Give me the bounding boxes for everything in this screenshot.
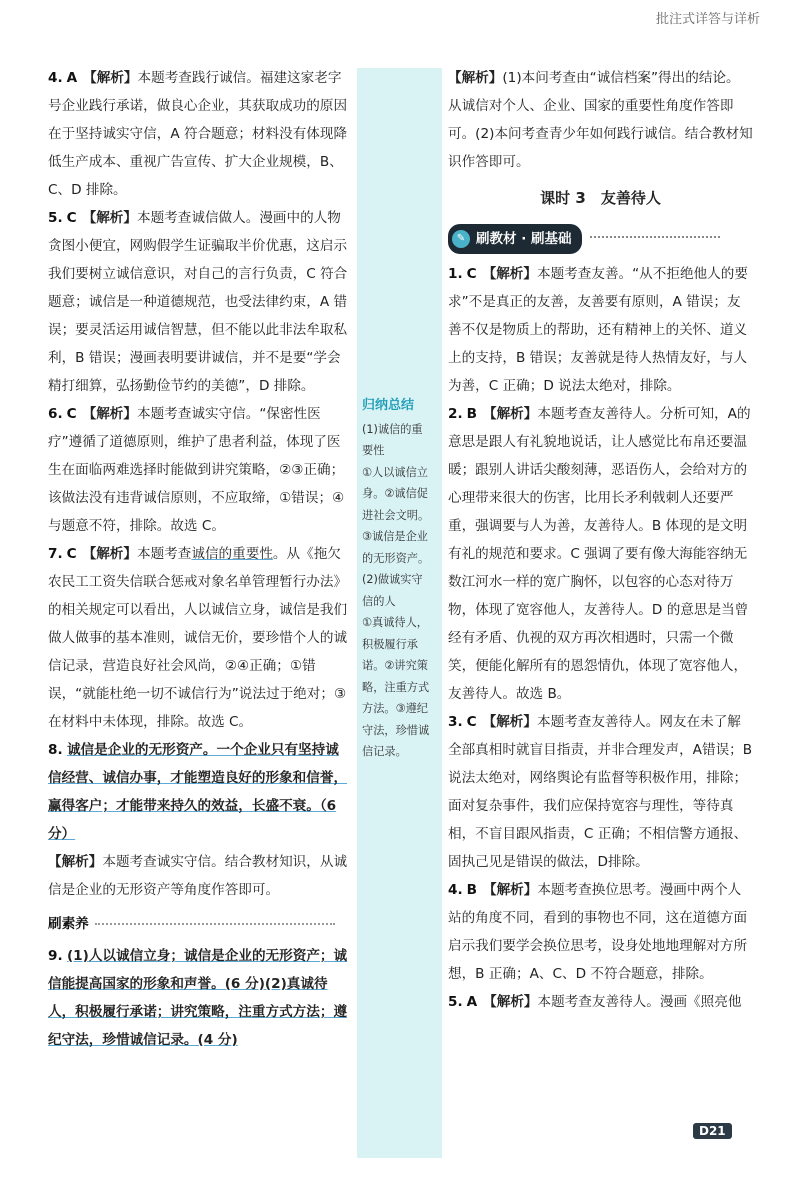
analysis-label: 【解析】 [483,882,538,898]
page-number: D21 [693,1123,732,1139]
explanation-text: 本题考查诚信做人。漫画中的人物贪图小便宜，网购假学生证骗取半价优惠，这启示我们要树立诚信意识，对自己的言行负责，C 符合题意；诚信是一种道德规范，也受法律约束，A 错误；要灵活运用诚信智慧，但不能以此非法牟取私利，B 错误；漫画表明要讲诚信，并不是要“学会精打细算，弘扬勤俭节约的美德”，D 排除。 [48,210,348,394]
analysis-label: 【解析】 [483,994,538,1010]
summary-title: 归纳总结 [362,398,415,413]
answer-choice: A [66,70,78,86]
question-number: 5. [48,210,63,226]
left-column [48,64,348,1054]
analysis-label: 【解析】 [482,714,537,730]
book-icon: ✎ [452,230,470,248]
explanation-text: 本题考查诚实守信。结合教材知识，从诚信是企业的无形资产等角度作答即可。 [48,854,348,898]
explanation-text: 本题考查友善待人。漫画《照亮他 [537,994,742,1010]
answer-r1 [448,260,753,400]
right-column [448,64,753,1016]
explanation-text: 本题考查友善。“从不拒绝他人的要求”不是真正的友善，友善要有原则，A 错误；友善不仅是物质上的帮助，还有精神上的关怀、道义上的支持，B 错误；友善就是待人热情友好，与人为善，C 正确；D 说法太绝对，排除。 [448,266,748,394]
summary-line: 守法，珍惜诚 [362,723,430,737]
summary-line: 略，注重方式 [362,680,430,694]
answer-choice: C [66,210,77,226]
answer-choice: B [466,406,477,422]
explanation-text: 本题考查诚实守信。“保密性医疗”遵循了道德原则，维护了患者利益，体现了医生在面临两难选择时能做到讲究策略，②③正确；该做法没有违背诚信原则，不应取缔，①错误；④与题意不符，排除。故选 C。 [48,406,345,534]
answer-choice: C [466,714,477,730]
badge-label: 刷教材 · 刷基础 [476,231,572,247]
answer-5 [48,204,348,400]
analysis-label: 【解析】 [82,210,137,226]
answer-r5 [448,988,753,1016]
page-header-title: 批注式详答与详析 [655,12,760,27]
summary-note [362,395,440,763]
summary-line: 方法。③遵纪 [362,702,428,715]
question-number: 4. [48,70,63,86]
underlined-keyword: 诚信的重要性 [191,546,273,562]
analysis-label: 【解析】 [482,266,537,282]
summary-line: 的无形资产。 [362,551,430,565]
analysis-label: 【解析】 [82,546,137,562]
answer-choice: A [466,994,478,1010]
answer-4 [48,64,348,204]
lesson-title: 课时 3 友善待人 [540,189,661,207]
section-badge [448,224,582,254]
question-number: 2. [448,406,463,422]
explanation-text: 本题考查践行诚信。福建这家老字号企业践行承诺，做良心企业，其获取成功的原因在于坚持诚实守信，A 符合题意；材料没有体现降低生产成本、重视广告宣传、扩大企业规模，B、C、D 排除。 [48,70,348,198]
answer-r2 [448,400,753,708]
question-number: 6. [48,406,63,422]
summary-line: 诺。②讲究策 [362,659,428,672]
explanation-text: 。从《拖欠 [272,546,341,562]
answer-text: (1)人以诚信立身；诚信是企业的无形资产；诚信能提高国家的形象和声誉。(6 分)(2)真诚待人，积极履行承诺；讲究策略，注重方式方法；遵纪守法，珍惜诚信记录。(4 分) [48,948,348,1048]
answer-9-analysis [448,64,753,176]
analysis-label: 【解析】 [483,406,538,422]
section-label: 刷素养 [48,916,89,932]
explanation-text: 本题考查 [136,546,192,562]
question-number: 1. [448,266,463,282]
question-number: 8. [48,742,63,758]
summary-line: (1)诚信的重 [362,422,423,436]
summary-line: 信的人 [362,594,396,608]
summary-lines [362,419,440,763]
answer-r3 [448,708,753,876]
summary-line: 进社会文明。 [362,508,430,522]
answer-choice: C [466,266,477,282]
explanation-text: 本题考查友善待人。分析可知，A的意思是跟人有礼貌地说话，让人感觉比布帛还要温暖；跟别人讲话尖酸刻薄，恶语伤人，会给对方的心理带来很大的伤害，比用长矛利戟刺人还要严重，强调要与人为善，友善待人。B 体现的是文明有礼的规范和要求。C 强调了要有像大海能容纳无数江河水一样的宽广胸怀，以包容的心态对待万物，体现了宽容他人，友善待人。D 的意思是当曾经有矛盾、仇视的双方再次相遇时，只需一个微笑，便能化解所有的恩怨情仇，体现了宽容他人，友善待人。故选 B。 [448,406,751,702]
summary-line: ①真诚待人， [362,616,428,629]
explanation-text: 农民工工资失信联合惩戒对象名单管理暂行办法》的相关规定可以看出，人以诚信立身，诚信是我们做人做事的基本准则，诚信无价，要珍惜个人的诚信记录，营造良好社会风尚，②④正确；①错误，“就能杜绝一切不诚信行为”说法过于绝对；③在材料中未体现，排除。故选 C。 [48,574,348,730]
answer-choice: C [66,546,77,562]
answer-choice: C [66,406,77,422]
question-number: 7. [48,546,63,562]
analysis-label: 【解析】 [48,854,103,870]
summary-line: ①人以诚信立 [362,465,428,479]
summary-line: 信记录。 [362,745,407,758]
explanation-text: 本题考查友善待人。网友在未了解全部真相时就盲目指责，并非合理发声，A错误；B 说法太绝对，网络舆论有监督等积极作用，排除；面对复杂事件，我们应保持宽容与理性，等待真相，不盲目跟风指责，C 正确；不相信警方通报、固执己见是错误的做法，D排除。 [448,714,753,870]
answer-7 [48,540,348,736]
question-number: 4. [448,882,463,898]
question-number: 3. [448,714,463,730]
summary-line: (2)做诚实守 [362,573,423,586]
analysis-label: 【解析】 [83,70,138,86]
analysis-label: 【解析】 [448,70,503,86]
summary-line: 身。②诚信促 [362,487,428,500]
answer-choice: B [466,882,477,898]
section-shuasu [48,910,348,938]
answer-r4 [448,876,753,988]
dotted-rule [590,236,720,238]
summary-line: 积极履行承 [362,637,418,651]
answer-6 [48,400,348,540]
answer-9 [48,942,348,1054]
question-number: 9. [48,948,63,964]
summary-line: 要性 [362,444,385,457]
summary-line: ③诚信是企业 [362,530,428,543]
answer-text: 诚信是企业的无形资产。一个企业只有坚持诚信经营、诚信办事，才能塑造良好的形象和信誉，赢得客户；才能带来持久的效益，长盛不衰。（6 分） [48,742,348,842]
analysis-label: 【解析】 [82,406,137,422]
dotted-rule [95,923,335,925]
explanation-text: (1)本问考查由“诚信档案”得出的结论。从诚信对个人、企业、国家的重要性角度作答即可。(2)本问考查青少年如何践行诚信。结合教材知识作答即可。 [448,70,753,170]
answer-8 [48,736,348,904]
explanation-text: 本题考查换位思考。漫画中两个人站的角度不同，看到的事物也不同，这在道德方面启示我们要学会换位思考，设身处地地理解对方所想，B 正确；A、C、D 不符合题意，排除。 [448,882,748,982]
question-number: 5. [448,994,463,1010]
